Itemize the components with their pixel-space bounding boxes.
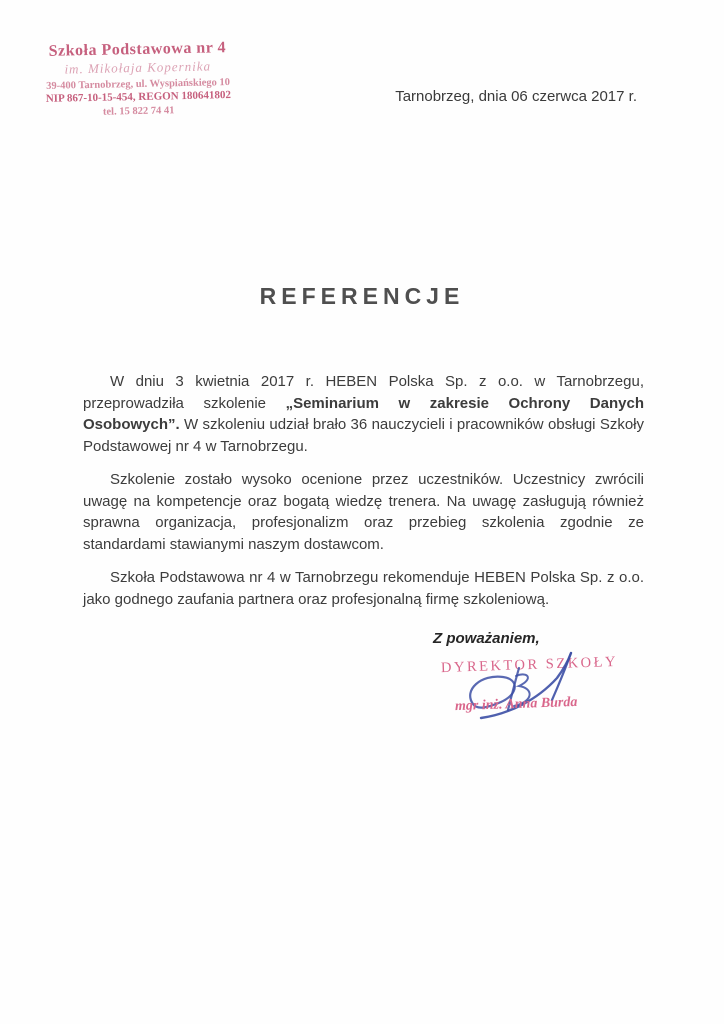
school-nip-regon: NIP 867-10-15-454, REGON 180641802 xyxy=(45,89,232,106)
school-stamp xyxy=(32,38,244,121)
school-name: Szkoła Podstawowa nr 4 xyxy=(48,39,227,60)
paragraph-training-info xyxy=(83,371,644,457)
paragraph-recommendation: Szkoła Podstawowa nr 4 w Tarnobrzegu rekomenduje HEBEN Polska Sp. z o.o. jako godnego zaufania partnera oraz profesjonalną firmę szkoleniową. xyxy=(83,569,644,608)
closing-phrase: Z poważaniem, xyxy=(433,630,540,647)
document-title: REFERENCJE xyxy=(259,283,465,309)
letter-body xyxy=(83,371,644,622)
school-address: 39-400 Tarnobrzeg, ul. Wyspiańskiego 10 xyxy=(46,77,231,93)
p1-lead: W dniu 3 kwietnia 2017 r. HEBEN Polska Sp. z o.o. w Tarnobrzegu, przeprowadziła szkolenie xyxy=(83,373,644,412)
place-and-date: Tarnobrzeg, dnia 06 czerwca 2017 r. xyxy=(395,88,637,105)
seminar-title: „Seminarium w zakresie Ochrony Danych Osobowych”. xyxy=(83,394,644,433)
director-name-stamp: mgr inż. Anna Burda xyxy=(454,694,578,715)
signature-block xyxy=(433,630,663,740)
director-stamp-title: DYREKTOR SZKOŁY xyxy=(440,653,619,677)
school-patron: im. Mikołaja Kopernika xyxy=(64,58,212,77)
paragraph-evaluation: Szkolenie zostało wysoko ocenione przez uczestników. Uczestnicy zwrócili uwagę na kompetencje oraz bogatą wiedzę trenera. Na uwagę zasługują również sprawna organizacja, profesjonalizm oraz przebieg szkolenia zgodnie ze standardami stawianymi naszym dostawcom. xyxy=(83,471,644,553)
p1-tail: W szkoleniu udział brało 36 nauczycieli i pracowników obsługi Szkoły Podstawowej nr 4 w Tarnobrzegu. xyxy=(83,416,644,455)
school-phone: tel. 15 822 74 41 xyxy=(102,105,175,118)
